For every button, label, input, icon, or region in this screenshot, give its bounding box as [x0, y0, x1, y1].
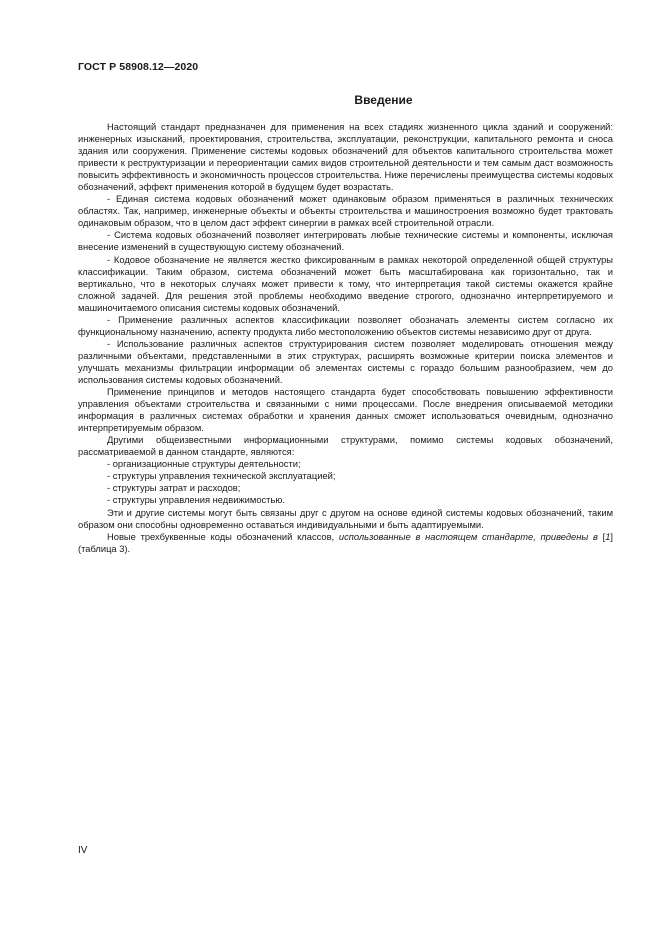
page-number: IV — [78, 845, 88, 856]
paragraph-with-reference — [78, 531, 613, 555]
list-item: - структуры управления технической эксплуатацией; — [107, 471, 336, 482]
body-text — [78, 121, 613, 555]
bullet-paragraph: - Применение различных аспектов классификации позволяет обозначать элементы систем согласно их функциональному назначению, аспекту продукта либо местоположению объектов системы независимо друг от друга. — [78, 314, 613, 337]
section-title: Введение — [354, 93, 413, 107]
reference-bracket: [ — [597, 531, 606, 542]
paragraph: Другими общеизвестными информационными структурами, помимо системы кодовых обозначений, рассматриваемой в данном стандарте, являются: — [78, 435, 613, 458]
list-item: - организационные структуры деятельности; — [107, 459, 301, 470]
bullet-paragraph: - Единая система кодовых обозначений может одинаковым образом применяться в различных технических областях. Так, например, инженерные объекты и объекты строительства и машиностроения возможно будет трактовать одинаковым образом, что в целом даст эффект синергии в рамках всей строительной отрасли. — [78, 194, 613, 229]
reference-number[interactable]: 1 — [605, 531, 611, 542]
standard-id-header: ГОСТ Р 58908.12—2020 — [78, 61, 199, 73]
paragraph: Эти и другие системы могут быть связаны друг с другом на основе единой системы кодовых обозначений, таким образом они способны одновременно оставаться индивидуальными и быть адаптируемыми. — [78, 507, 613, 530]
bullet-paragraph: - Использование различных аспектов структурирования систем позволяет моделировать отношения между различными объектами, представленными в этих структурах, расширять возможные критерии поиска элементов и улучшать механизмы фильтрации информации об элементах системы с гораздо большим разнообразием, чем до использования системы кодовых обозначений. — [78, 338, 613, 385]
paragraph: Применение принципов и методов настоящего стандарта будет способствовать повышению эффективности управления объектами строительства и связанными с ними процессами. После внедрения описываемой методики информация в различных системах обработки и хранения данных сможет использоваться очевидным, однозначно интерпретируемым образом. — [78, 387, 613, 434]
bullet-paragraph: - Кодовое обозначение не является жестко фиксированным в рамках некоторой определенной общей структуры классификации. Таким образом, система обозначений может быть масштабирована как горизонтально, так и вертикально, что в некоторых случаях может привести к тому, что интерпретация такой системы окажется крайне сложной задачей. Для решения этой проблемы необходимо введение строгого, однозначно интерпретируемого и машиночитаемого описания системы кодовых обозначений. — [78, 254, 613, 313]
paragraph-text: Новые трехбуквенные коды обозначений классов, — [107, 531, 339, 542]
list-item: - структуры управления недвижимостью. — [107, 495, 285, 506]
italic-text: использованные в настоящем стандарте, приведены в — [338, 531, 598, 542]
paragraph-text: ] (таблица 3). — [78, 531, 613, 554]
list-item: - структуры затрат и расходов; — [107, 483, 241, 494]
bullet-paragraph: - Система кодовых обозначений позволяет интегрировать любые технические системы и компоненты, исключая внесение изменений в существующую систему обозначений. — [78, 230, 613, 253]
paragraph: Настоящий стандарт предназначен для применения на всех стадиях жизненного цикла зданий и сооружений: инженерных изысканий, проектирования, строительства, эксплуатации, реконструкции, капитального ремонта и сноса здания или сооружения. Применение системы кодовых обозначений для объектов капитального строительства может привести к реструктуризации и переориентации самих видов строительной деятельности и тем самым даст возможность повысить эффективность и экономичность процессов строительства. Ниже перечислены преимущества системы кодовых обозначений, эффект применения которой в будущем будет возрастать. — [78, 122, 613, 193]
